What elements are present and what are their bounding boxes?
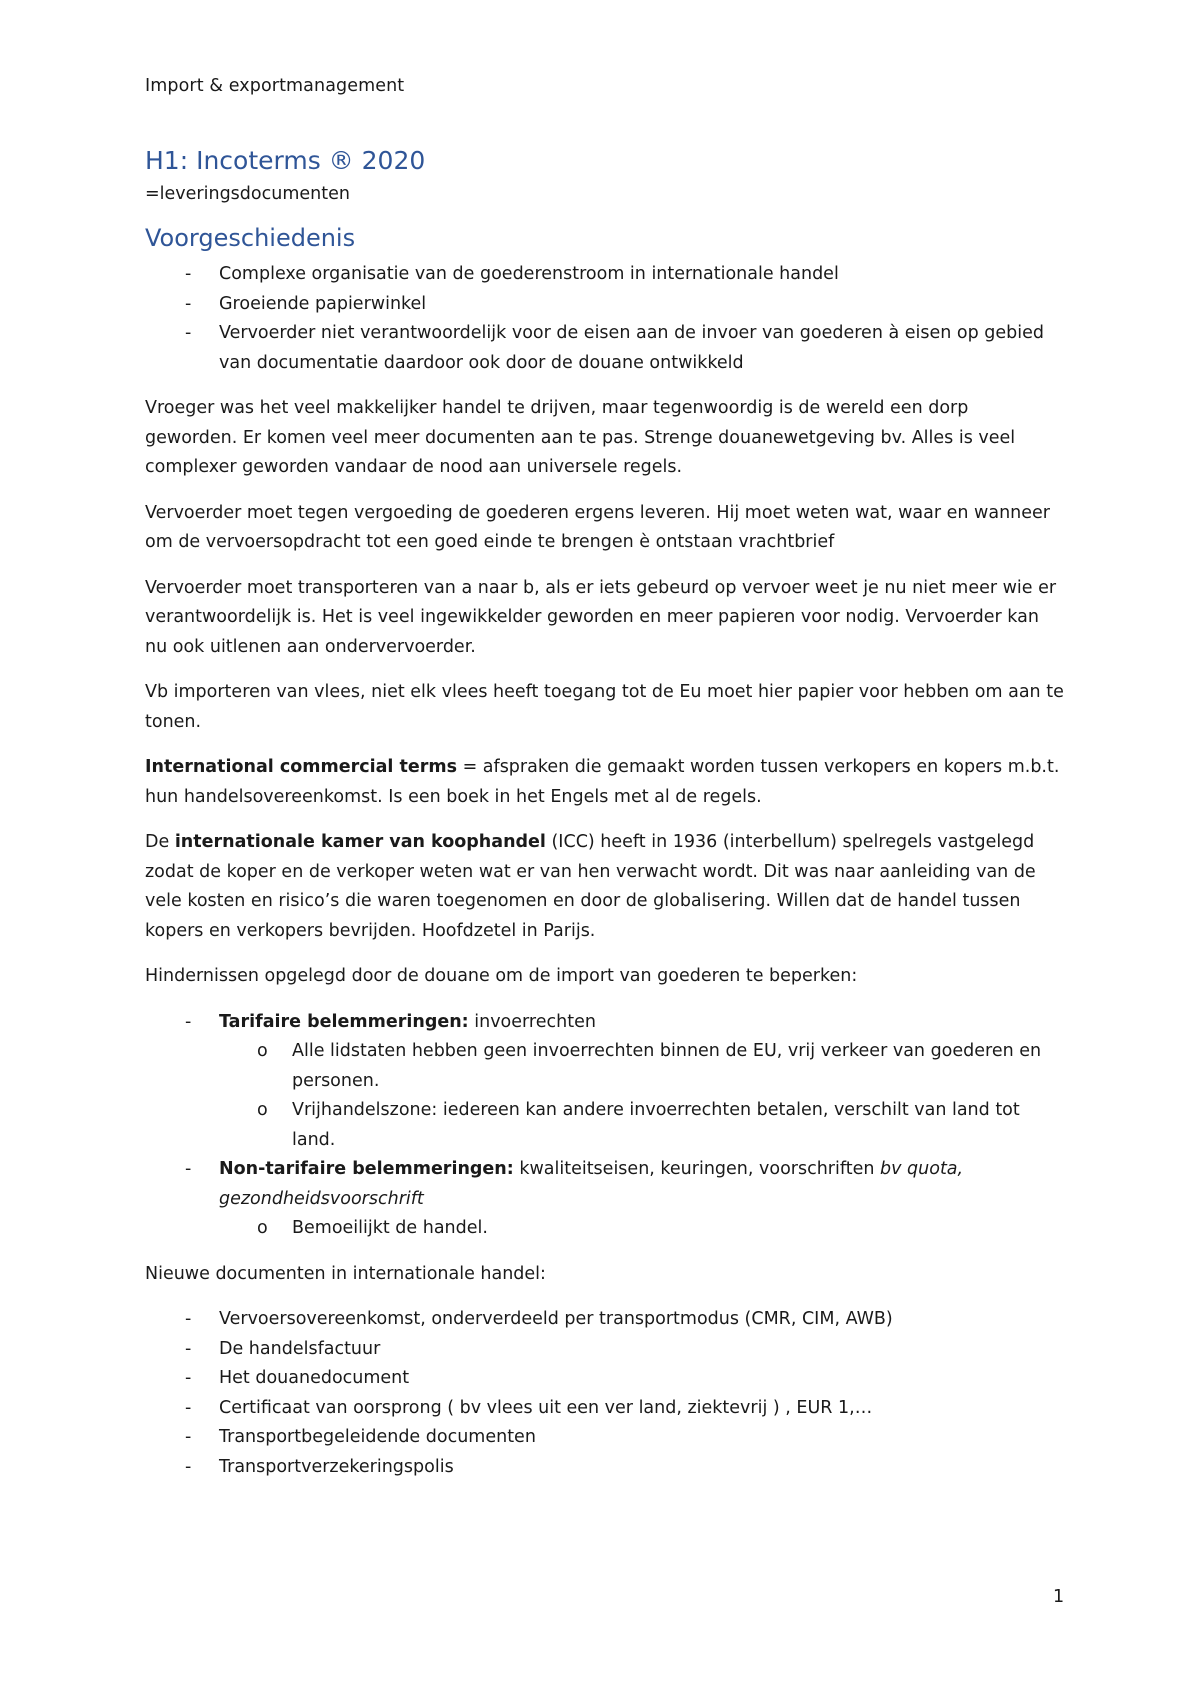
paragraph: Vroeger was het veel makkelijker handel te drijven, maar tegenwoordig is de wereld een dorp geworden. Er komen veel meer documenten aan te pas. Strenge douanewetgeving bv. Alles is veel complexer geworden vandaar de nood aan universele regels. bbox=[145, 398, 1016, 477]
list-item: - Het douanedocument bbox=[145, 1364, 1065, 1394]
list-item: - Groeiende papierwinkel bbox=[145, 290, 1065, 320]
chapter-subtitle: =leveringsdocumenten bbox=[145, 184, 350, 204]
term-bold: Tarifaire belemmeringen: bbox=[219, 1011, 469, 1032]
paragraph: Vervoerder moet transporteren van a naar b, als er iets gebeurd op vervoer weet je nu niet meer wie er verantwoordelijk is. Het is veel ingewikkelder geworden en meer papieren voor nodig. Vervoerder kan nu ook uitlenen aan ondervervoerder. bbox=[145, 577, 1057, 657]
list-item: - Certificaat van oorsprong ( bv vlees uit een ver land, ziektevrij ) , EUR 1,… bbox=[145, 1394, 1065, 1424]
term-bold: International commercial terms bbox=[145, 757, 458, 777]
sub-list-item: o Bemoeilijkt de handel. bbox=[145, 1214, 1065, 1244]
text: invoerrechten bbox=[468, 1011, 596, 1032]
body-content bbox=[145, 260, 1065, 1482]
history-list bbox=[145, 260, 1065, 378]
list-item: - Complexe organisatie van de goederenstroom in internationale handel bbox=[145, 260, 1065, 290]
page-number: 1 bbox=[1053, 1587, 1065, 1607]
definition-text: = afspraken die gemaakt worden tussen verkopers en kopers m.b.t. hun handelsovereenkomst. Is een boek in het Engels met al de regels. bbox=[145, 757, 1060, 807]
list-item: - De handelsfactuur bbox=[145, 1335, 1065, 1365]
running-header: Import & exportmanagement bbox=[145, 76, 405, 96]
paragraph-incoterms-definition bbox=[145, 753, 1065, 812]
list-item: - Transportverzekeringspolis bbox=[145, 1453, 1065, 1483]
paragraph: Hindernissen opgelegd door de douane om de import van goederen te beperken: bbox=[145, 966, 858, 986]
list-item: - Vervoerder niet verantwoordelijk voor de eisen aan de invoer van goederen à eisen op gebied van documentatie daardoor ook door de douane ontwikkeld bbox=[145, 319, 1065, 378]
paragraph: Vb importeren van vlees, niet elk vlees heeft toegang tot de Eu moet hier papier voor hebben om aan te tonen. bbox=[145, 682, 1064, 732]
list-item-nontariff bbox=[145, 1155, 1065, 1214]
section-heading: Voorgeschiedenis bbox=[145, 224, 356, 252]
text: (ICC) heeft in 1936 (interbellum) spelregels vastgelegd zodat de koper en de verkoper weten wat er van hen verwacht wordt. Dit was naar aanleiding van de vele kosten en risico’s die waren toegenomen en door de globalisering. Willen dat de handel tussen kopers en verkopers bevrijden. Hoofdzetel in Parijs. bbox=[145, 832, 1036, 941]
paragraph: Vervoerder moet tegen vergoeding de goederen ergens leveren. Hij moet weten wat, waar en wanneer om de vervoersopdracht tot een goed einde te brengen è ontstaan vrachtbrief bbox=[145, 502, 1050, 552]
paragraph: Nieuwe documenten in internationale handel: bbox=[145, 1263, 546, 1284]
chapter-heading: H1: Incoterms ® 2020 bbox=[145, 146, 426, 175]
barriers-list bbox=[145, 1008, 1065, 1244]
sub-list-item: o Vrijhandelszone: iedereen kan andere invoerrechten betalen, verschilt van land tot land. bbox=[145, 1096, 1065, 1155]
text: De bbox=[145, 832, 175, 852]
sub-list-item: o Alle lidstaten hebben geen invoerrechten binnen de EU, vrij verkeer van goederen en personen. bbox=[145, 1037, 1065, 1096]
list-item: - Vervoersovereenkomst, onderverdeeld per transportmodus (CMR, CIM, AWB) bbox=[145, 1305, 1065, 1335]
text: kwaliteitseisen, keuringen, voorschriften bbox=[513, 1159, 881, 1179]
term-bold: Non-tarifaire belemmeringen: bbox=[219, 1159, 514, 1179]
term-bold: internationale kamer van koophandel bbox=[174, 832, 546, 852]
documents-list bbox=[145, 1305, 1065, 1482]
text-italic: bv quota, gezondheidsvoorschrift bbox=[219, 1159, 964, 1209]
list-item: - Transportbegeleidende documenten bbox=[145, 1423, 1065, 1453]
paragraph-icc bbox=[145, 828, 1065, 946]
list-item-tariff bbox=[145, 1008, 1065, 1038]
